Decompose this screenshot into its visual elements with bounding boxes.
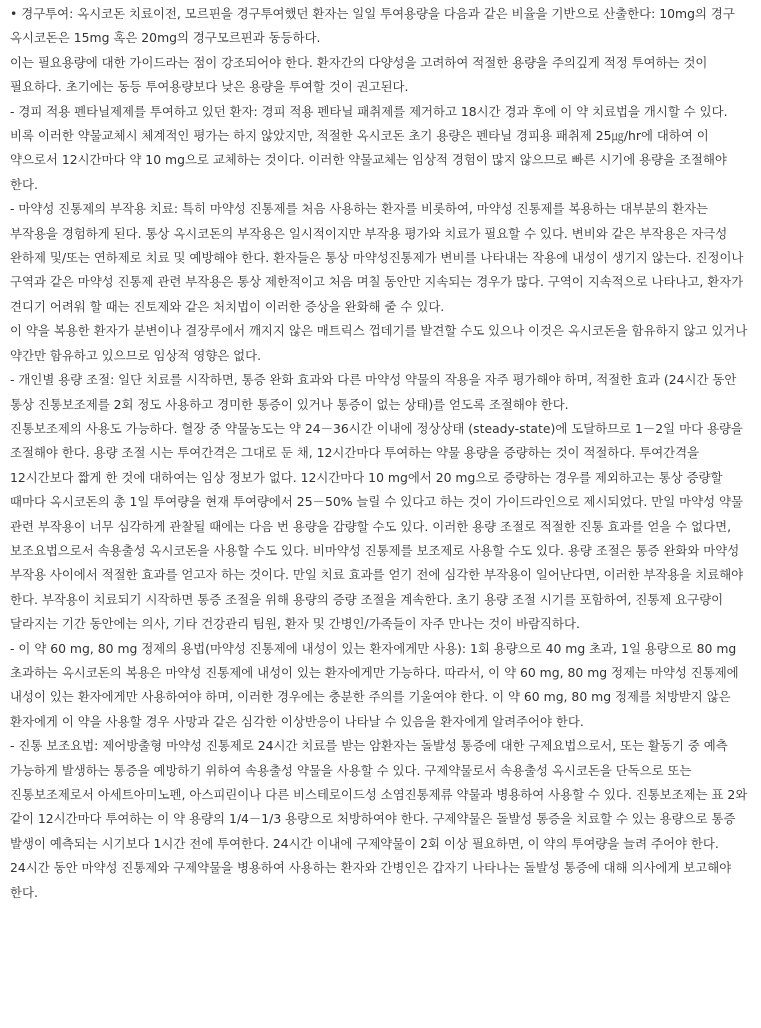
paragraph-side-effect-treatment: - 마약성 진통제의 부작용 치료: 특히 마약성 진통제를 처음 사용하는 환자를 비롯하여, 마약성 진통제를 복용하는 대부분의 환자는 부작용을 경험하게 된다. 통상 옥시코돈의 부작용은 일시적이지만 부작용 평가와 치료가 필요할 수 있다. 변비와 같은 부작용은 자극성 완하제 및/또는 연하제로 치료 및 예방해야 한다. 환자들은 통상 마약성진통제가 변비를 나타내는 작용에 내성이 생기지 않는다. 진정이나 구역과 같은 마약성 진통제 관련 부작용은 통상 제한적이고 처음 며칠 동안만 지속되는 경우가 많다. 구역이 지속적으로 나타나고, 환자가 견디기 어려워 할 때는 진토제와 같은 처치법이 이러한 증상을 완화해 줄 수 있다. <box>10 201 744 314</box>
paragraph-matrix-shell-note: 이 약을 복용한 환자가 분변이나 결장루에서 깨지지 않은 매트릭스 껍데기를 발견할 수도 있으나 이것은 옥시코돈을 함유하지 않고 있거나 약간만 함유하고 있으므로 임상적 영향은 없다. <box>10 323 748 363</box>
paragraph-fentanyl-switch: - 경피 적용 펜타닐제제를 투여하고 있던 환자: 경피 적용 펜타닐 패취제를 제거하고 18시간 경과 후에 이 약 치료법을 개시할 수 있다. 비록 이러한 약물교체시 체계적인 평가는 하지 않았지만, 적절한 옥시코돈 초기 용량은 펜타닐 경피용 패취제 25㎍/hr에 대하여 이 약으로서 12시간마다 약 10 mg으로 교체하는 것이다. 이러한 약물교체는 임상적 경험이 많지 않으므로 빠른 시기에 용량을 조절해야 한다. <box>10 103 728 192</box>
paragraph-dose-guide-note: 이는 필요용량에 대한 가이드라는 점이 강조되어야 한다. 환자간의 다양성을 고려하여 적절한 용량을 주의깊게 적정 투여하는 것이 필요하다. 초기에는 동등 투여용량보다 낮은 용량을 투여할 것이 권고된다. <box>10 54 708 95</box>
paragraph-individual-dose-adjustment: - 개인별 용량 조절: 일단 치료를 시작하면, 통증 완화 효과와 다른 마약성 약물의 작용을 자주 평가해야 하며, 적절한 효과 (24시간 동안 통상 진통보조제를 2회 정도 사용하고 경미한 통증이 있거나 통증이 없는 상태)를 얻도록 조절해야 한다. <box>10 372 737 412</box>
paragraph-rescue-medication: - 진통 보조요법: 제어방출형 마약성 진통제로 24시간 치료를 받는 암환자는 돌발성 통증에 대한 구제요법으로서, 또는 활동기 중 예측 가능하게 발생하는 통증을 예방하기 위하여 속용출성 약물을 사용할 수 있다. 구제약물로서 속용출성 옥시코돈을 단독으로 또는 진통보조제로서 아세트아미노펜, 아스피린이나 다른 비스테로이드성 소염진통제류 약물과 병용하여 사용할 수 있다. 진통보조제는 표 2와 같이 12시간마다 투여하는 이 약 용량의 1/4－1/3 용량으로 처방하여야 한다. 구제약물은 돌발성 통증을 치료할 수 있는 용량으로 통증 발생이 예측되는 시기보다 1시간 전에 투여한다. 24시간 이내에 구제약물이 2회 이상 필요하면, 이 약의 투여량을 늘려 주어야 한다. 24시간 동안 마약성 진통제와 구제약물을 병용하여 사용하는 환자와 간병인은 갑자기 나타나는 돌발성 통증에 대해 의사에게 보고해야 한다. <box>10 738 748 900</box>
paragraph-high-dose-tablet-usage: - 이 약 60 mg, 80 mg 정제의 용법(마약성 진통제에 내성이 있는 환자에게만 사용): 1회 용량으로 40 mg 초과, 1일 용량으로 80 mg 초과하는 옥시코돈의 복용은 마약성 진통제에 내성이 있는 환자에게만 가능하다. 따라서, 이 약 60 mg, 80 mg 정제는 마약성 진통제에 내성이 있는 환자에게만 사용하여야 하며, 이러한 경우에는 충분한 주의를 기울여야 한다. 이 약 60 mg, 80 mg 정제를 처방받지 않은 환자에게 이 약을 사용할 경우 사망과 같은 심각한 이상반응이 나타날 수 있음을 환자에게 알려주어야 한다. <box>10 640 739 729</box>
paragraph-titration-guidance: 진통보조제의 사용도 가능하다. 혈장 중 약물농도는 약 24－36시간 이내에 정상상태 (steady-state)에 도달하므로 1－2일 마다 용량을 조절해야 한다. 용량 조절 시는 투여간격은 그대로 둔 채, 12시간마다 투여하는 약물 용량을 증량하는 것이 적절하다. 투여간격을 12시간보다 짧게 한 것에 대하여는 임상 정보가 없다. 12시간마다 10 mg에서 20 mg으로 증량하는 경우를 제외하고는 통상 증량할 때마다 옥시코돈의 총 1일 투여량을 현재 투여량에서 25－50% 늘릴 수 있다고 하는 것이 가이드라인으로 제시되었다. 만일 마약성 약물 관련 부작용이 너무 심각하게 관찰될 때에는 다음 번 용량을 감량할 수도 있다. 이러한 용량 조절로 적절한 진통 효과를 얻을 수 없다면, 보조요법으로서 속용출성 옥시코돈을 사용할 수도 있다. 비마약성 진통제를 보조제로 사용할 수도 있다. 용량 조절은 통증 완화와 마약성 부작용 사이에서 적절한 효과를 얻고자 하는 것이다. 만일 치료 효과를 얻기 전에 심각한 부작용이 일어난다면, 이러한 부작용을 치료해야 한다. 부작용이 치료되기 시작하면 통증 조절을 위해 용량의 증량 조절을 계속한다. 초기 용량 조절 시기를 포함하여, 진통제 요구량이 달라지는 기간 동안에는 의사, 기타 건강관리 팀원, 환자 및 간병인/가족들이 자주 만나는 것이 바람직하다. <box>10 420 744 632</box>
paragraph-oral-administration: • 경구투여: 옥시코돈 치료이전, 모르핀을 경구투여했던 환자는 일일 투여용량을 다음과 같은 비율을 기반으로 산출한다: 10mg의 경구 옥시코돈은 15mg 혹은 20mg의 경구모르핀과 동등하다. <box>10 6 735 46</box>
